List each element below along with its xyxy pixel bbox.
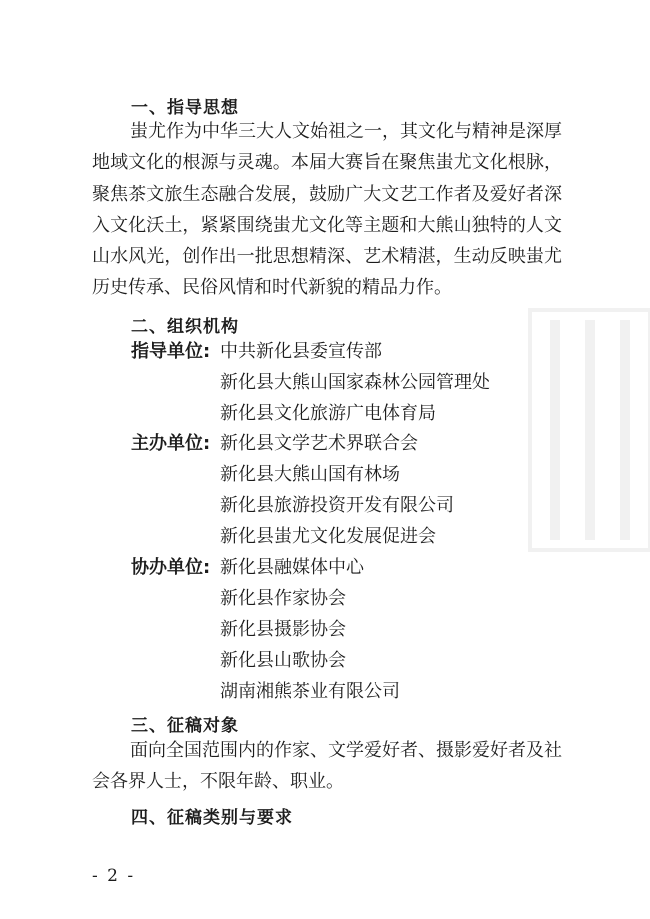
host-label-row [131,428,221,459]
guide-unit: 新化县大熊山国家森林公园管理处 [220,372,490,393]
section-1-body [92,116,562,304]
guide-unit: 新化县文化旅游广电体育局 [220,403,436,424]
section-3-body [92,735,562,798]
guide-label: 指导单位: [131,341,211,362]
co-label-row [131,552,221,583]
host-unit: 新化县文学艺术界联合会 [220,433,418,454]
section-3-text: 面向全国范围内的作家、文学爱好者、摄影爱好者及社会各界人士，不限年龄、职业。 [92,740,562,793]
guide-label-row [131,336,221,367]
page-number: - 2 - [92,866,136,886]
co-label: 协办单位: [131,557,211,578]
host-unit: 新化县旅游投资开发有限公司 [220,495,454,516]
bleed-through-mark [520,300,650,560]
guide-unit: 中共新化县委宣传部 [220,341,382,362]
host-label: 主办单位: [131,433,211,454]
co-unit: 新化县作家协会 [220,588,346,609]
co-unit: 新化县融媒体中心 [220,557,364,578]
host-unit: 新化县大熊山国有林场 [220,464,400,485]
co-unit: 新化县摄影协会 [220,619,346,640]
co-unit: 新化县山歌协会 [220,650,346,671]
section-1-text: 蚩尤作为中华三大人文始祖之一，其文化与精神是深厚地域文化的根源与灵魂。本届大赛旨在聚焦蚩尤文化根脉，聚焦茶文旅生态融合发展，鼓励广大文艺工作者及爱好者深入文化沃土，紧紧围绕蚩尤文化等主题和大熊山独特的人文山水风光，创作出一批思想精深、艺术精湛，生动反映蚩尤历史传承、民俗风情和时代新貌的精品力作。 [92,121,562,299]
section-4-title: 四、征稿类别与要求 [131,808,293,828]
co-unit: 湖南湘熊茶业有限公司 [220,681,400,702]
host-unit: 新化县蚩尤文化发展促进会 [220,526,436,547]
section-1-title: 一、指导思想 [131,98,239,118]
section-2-title: 二、组织机构 [131,317,239,337]
section-3-title: 三、征稿对象 [131,716,239,736]
